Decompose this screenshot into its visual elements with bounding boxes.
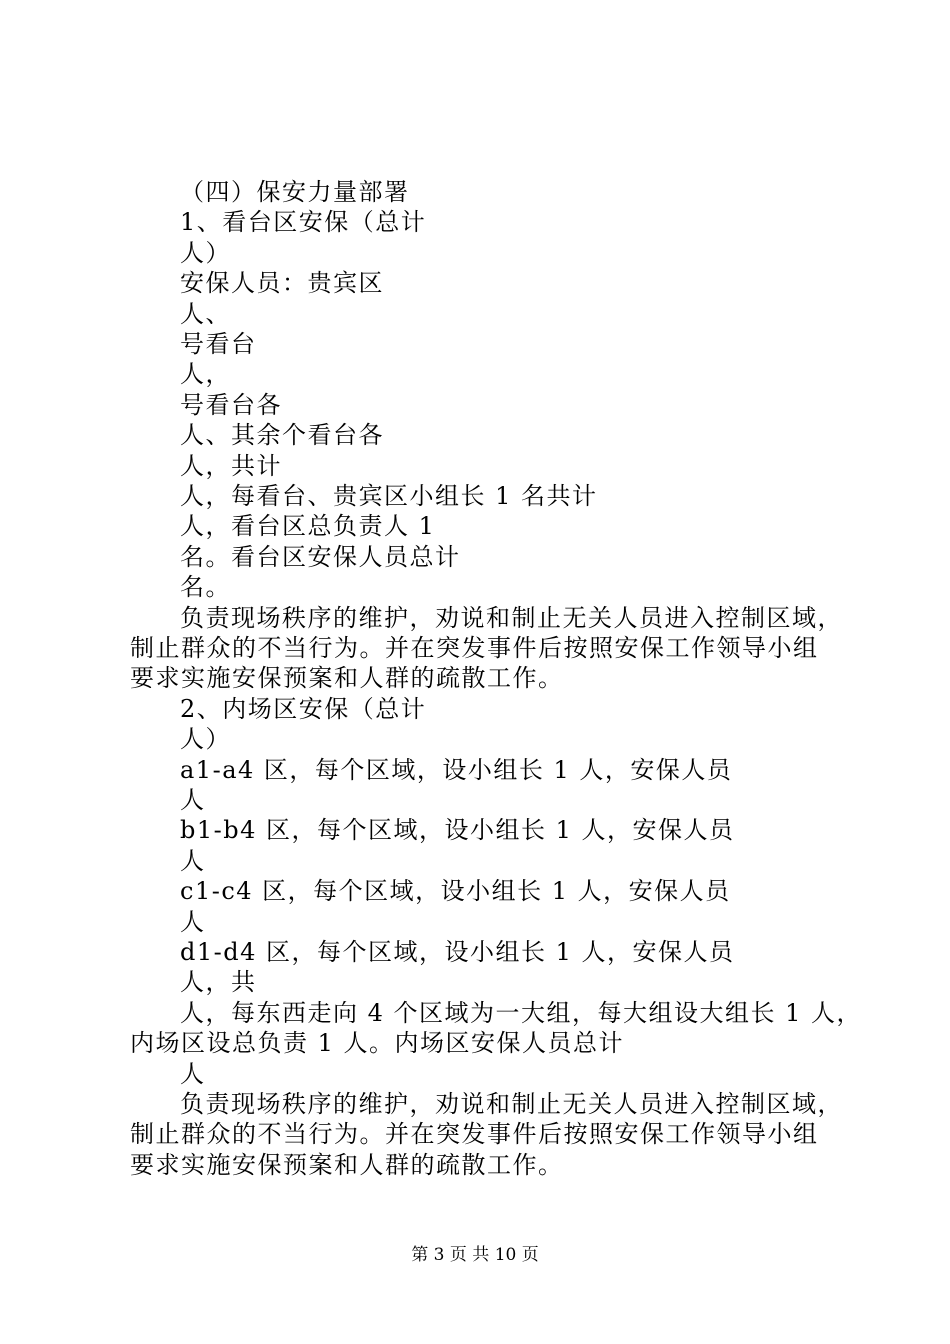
text-line: 名。看台区安保人员总计	[180, 543, 461, 571]
paragraph-line: 人，每东西走向 4 个区域为一大组，每大组设大组长 1 人，	[180, 999, 863, 1027]
text-line: 人	[180, 786, 206, 814]
page-footer: 第 3 页 共 10 页	[411, 1245, 539, 1265]
text-line: 人、其余个看台各	[180, 421, 384, 449]
text-line: a1-a4 区，每个区域，设小组长 1 人，安保人员	[180, 756, 733, 784]
text-line: c1-c4 区，每个区域，设小组长 1 人，安保人员	[180, 877, 731, 905]
text-line: 人	[180, 847, 206, 875]
text-line: 人、	[180, 300, 231, 328]
text-line: b1-b4 区，每个区域，设小组长 1 人，安保人员	[180, 816, 735, 844]
text-line: 人，共计	[180, 452, 282, 480]
text-line: 人，共	[180, 968, 257, 996]
subsection-heading-field: 2、内场区安保（总计	[180, 695, 427, 723]
text-line: 人，	[180, 360, 231, 388]
paragraph-line: 负责现场秩序的维护，劝说和制止无关人员进入控制区域，	[180, 1090, 843, 1118]
paragraph-line: 要求实施安保预案和人群的疏散工作。	[130, 1151, 564, 1179]
text-line: 人	[180, 908, 206, 936]
paragraph-line: 负责现场秩序的维护，劝说和制止无关人员进入控制区域，	[180, 604, 843, 632]
paragraph-line: 要求实施安保预案和人群的疏散工作。	[130, 664, 564, 692]
paragraph-line: 制止群众的不当行为。并在突发事件后按照安保工作领导小组	[130, 1120, 819, 1148]
section-heading: （四）保安力量部署	[180, 178, 410, 206]
text-line: 人，看台区总负责人 1	[180, 512, 436, 540]
text-line: 号看台各	[180, 391, 282, 419]
text-line: 安保人员：贵宾区	[180, 269, 384, 297]
paragraph-line: 内场区设总负责 1 人。内场区安保人员总计	[130, 1029, 625, 1057]
paragraph-line: 制止群众的不当行为。并在突发事件后按照安保工作领导小组	[130, 634, 819, 662]
text-line: 人	[180, 1060, 206, 1088]
text-line: 人）	[180, 239, 231, 267]
text-line: d1-d4 区，每个区域，设小组长 1 人，安保人员	[180, 938, 735, 966]
text-line: 名。	[180, 573, 231, 601]
text-line: 人）	[180, 725, 231, 753]
text-line: 号看台	[180, 330, 257, 358]
text-line: 人，每看台、贵宾区小组长 1 名共计	[180, 482, 598, 510]
subsection-heading-stands: 1、看台区安保（总计	[180, 208, 427, 236]
